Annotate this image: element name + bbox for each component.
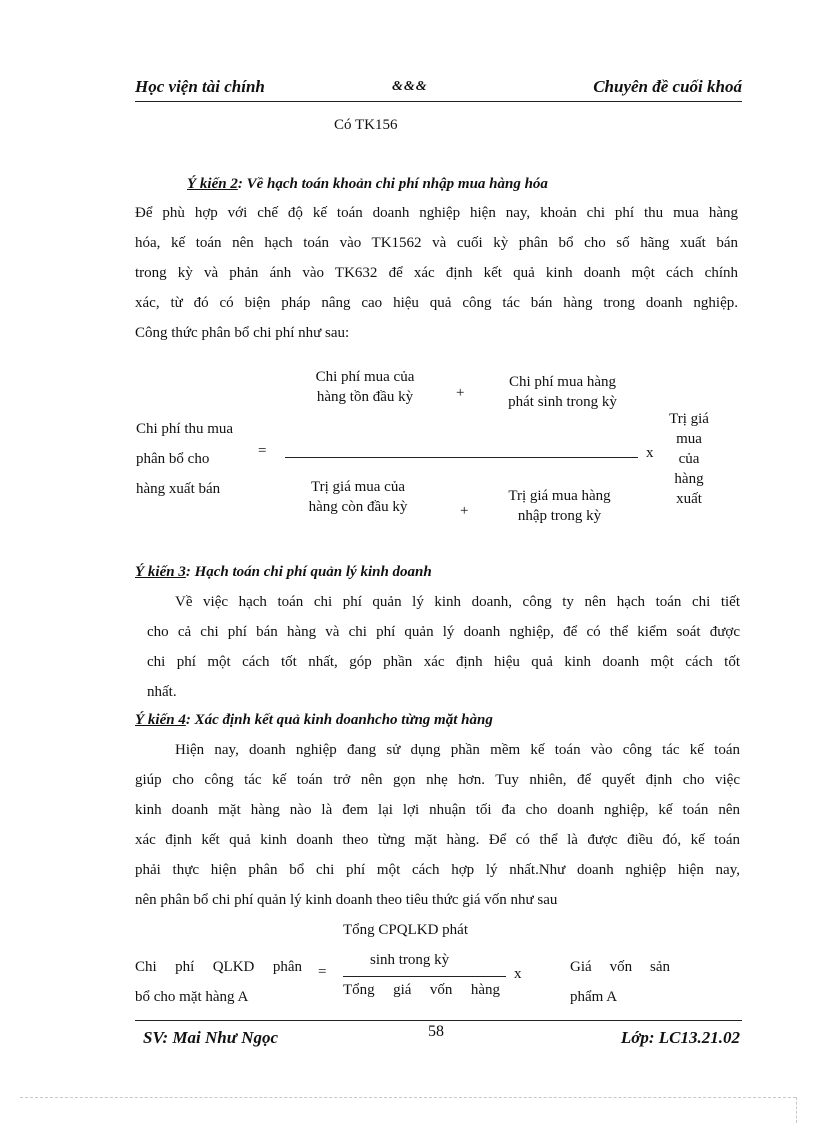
formula1-num-a-1: Chi phí mua của	[315, 369, 415, 385]
formula1-num-plus: +	[456, 385, 465, 401]
section4-line-3: kinh doanh mặt hàng nào là đem lại lợi nhuận tối đa cho doanh nghiệp, kế toán nên	[135, 802, 740, 818]
footer-left: SV: Mai Như Ngọc	[143, 1028, 279, 1047]
section3-line-1: Về việc hạch toán chi phí quản lý kinh doanh, công ty nên hạch toán chi tiết	[175, 594, 740, 610]
formula1-den-a-2: hàng còn đầu kỳ	[308, 499, 408, 515]
section2-label: Ý kiến 2	[187, 176, 238, 192]
formula2-lhs-2: bổ cho mặt hàng A	[135, 989, 249, 1005]
formula1-equals: =	[258, 443, 267, 459]
section4-line-5: phải thực hiện phân bổ chi phí một cách hợp lý nhất.Như doanh nghiệp hiện nay,	[135, 862, 740, 878]
formula2-num-top: Tổng CPQLKD phát	[343, 922, 468, 938]
section4-line-2: giúp cho công tác kế toán trở nên gọn nhẹ hơn. Tuy nhiên, để quyết định cho việc	[135, 772, 740, 788]
section2-line-1: Để phù hợp với chế độ kế toán doanh nghiệp hiện nay, khoản chi phí thu mua hàng	[135, 205, 738, 221]
footer-right: Lớp: LC13.21.02	[620, 1028, 740, 1047]
formula1-rhs-4: hàng	[674, 471, 704, 487]
formula1-num-b	[485, 372, 640, 412]
formula1-num-b-1: Chi phí mua hàng	[508, 374, 617, 390]
page-number: 58	[428, 1023, 444, 1040]
section4-title: : Xác định kết quả kinh doanhcho từng mặt hàng	[185, 712, 493, 728]
section2-title: : Về hạch toán khoản chi phí nhập mua hàng hóa	[237, 176, 548, 192]
section2-line-5: Công thức phân bổ chi phí như sau:	[135, 325, 350, 341]
section3-line-2: cho cả chi phí bán hàng và chi phí quản lý doanh nghiệp, để có thể kiểm soát được	[147, 624, 740, 640]
header-rule	[135, 101, 742, 102]
formula1-rhs-1: Trị giá	[669, 411, 709, 427]
section4-line-6: nên phân bổ chi phí quản lý kinh doanh theo tiêu thức giá vốn như sau	[135, 892, 558, 908]
header-ornament-icon: &&&	[392, 79, 428, 94]
formula2-fraction-bar	[343, 976, 506, 977]
section3-label: Ý kiến 3	[135, 564, 186, 580]
formula2-lhs-1: Chi phí QLKD phân	[135, 959, 302, 975]
formula1-den-b-2: nhập trong kỳ	[517, 508, 602, 524]
section3-line-3: chi phí một cách tốt nhất, góp phần xác định hiệu quả kinh doanh một cách tốt	[147, 654, 740, 670]
formula1-rhs-3: của	[678, 451, 700, 467]
formula1-lhs-2: phân bổ cho	[136, 451, 210, 467]
formula1-num-a-2: hàng tồn đầu kỳ	[316, 389, 414, 405]
formula2-rhs-1: Giá vốn sản	[570, 959, 670, 975]
section4-line-4: xác định kết quả kinh doanh theo từng mặt hàng. Để có thể là được điều đó, kế toán	[135, 832, 740, 848]
header-left: Học viện tài chính	[135, 77, 265, 96]
section4-line-1: Hiện nay, doanh nghiệp đang sử dụng phần mềm kế toán vào công tác kế toán	[175, 742, 740, 758]
formula2-equals: =	[318, 964, 327, 980]
formula1-lhs	[136, 414, 233, 504]
section2-line-2: hóa, kế toán nên hạch toán vào TK1562 và cuối kỳ phân bổ cho số hãng xuất bán	[135, 235, 738, 251]
formula2-lhs	[135, 952, 302, 1012]
formula1-den-b-1: Trị giá mua hàng	[508, 488, 611, 504]
top-line: Có TK156	[334, 117, 398, 133]
section2-line-4: xác, từ đó có biện pháp nâng cao hiệu quả công tác bán hàng trong doanh nghiệp.	[135, 295, 738, 311]
section4-heading	[135, 712, 493, 729]
formula1-lhs-3: hàng xuất bán	[136, 481, 221, 497]
formula1-den-a-1: Trị giá mua của	[310, 479, 405, 495]
formula1-den-plus: +	[460, 503, 469, 519]
section2-heading	[187, 176, 548, 193]
formula1-rhs	[664, 409, 714, 509]
formula2-times: x	[514, 966, 522, 982]
formula1-num-a	[290, 367, 440, 407]
page-boundary-line	[20, 1097, 796, 1098]
formula1-num-b-2: phát sinh trong kỳ	[508, 394, 617, 410]
section3-line-4: nhất.	[147, 684, 177, 700]
section4-label: Ý kiến 4	[135, 712, 186, 728]
formula2-rhs	[570, 952, 670, 1012]
formula1-fraction-bar	[285, 457, 638, 458]
formula1-times: x	[646, 445, 654, 461]
section3-title: : Hạch toán chi phí quản lý kinh doanh	[185, 564, 432, 580]
footer-rule	[135, 1020, 742, 1021]
section3-heading	[135, 564, 432, 581]
formula1-den-b	[487, 486, 632, 526]
formula2-den: Tổng giá vốn hàng	[343, 982, 500, 998]
formula1-rhs-5: xuất	[676, 491, 702, 507]
header-right: Chuyên đề cuối khoá	[593, 77, 742, 96]
formula2-num: sinh trong kỳ	[370, 952, 450, 968]
section2-line-3: trong kỳ và phản ánh vào TK632 để xác định kết quả kinh doanh một cách chính	[135, 265, 738, 281]
formula1-lhs-1: Chi phí thu mua	[136, 421, 234, 437]
formula2-rhs-2: phẩm A	[570, 989, 618, 1005]
page-boundary-vertical	[796, 1097, 797, 1123]
formula1-den-a	[283, 477, 433, 517]
formula1-rhs-2: mua	[676, 431, 702, 447]
